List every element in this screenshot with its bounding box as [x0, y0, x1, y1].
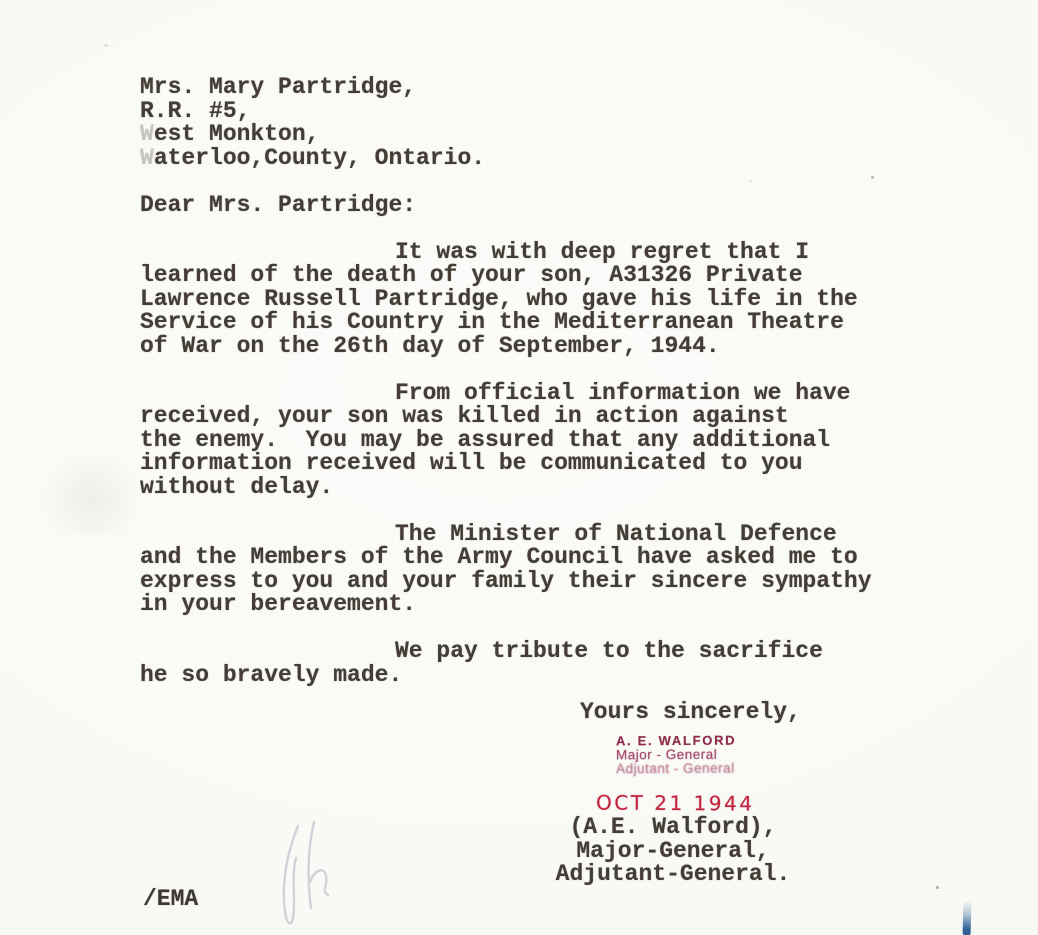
paragraph [140, 640, 930, 687]
paragraph [140, 379, 930, 500]
stamp-name: A. E. WALFORD [615, 732, 737, 749]
date-stamp: OCT 21 1944 [595, 790, 755, 816]
text-line: express to you and your family their sincere sympathy [140, 567, 872, 594]
text-line: West Monkton, [140, 121, 320, 147]
text-line: without delay. [140, 473, 334, 500]
text-line: Lawrence Russell Partridge, who gave his life in the [140, 285, 858, 312]
text-line: (A.E. Walford), [569, 814, 777, 840]
text-line: Adjutant-General. [555, 861, 791, 887]
text-line: The Minister of National Defence [395, 520, 837, 547]
letter-body [140, 76, 930, 687]
salutation: Dear Mrs. Partridge: [140, 191, 417, 218]
text-line: Mrs. Mary Partridge, [140, 74, 417, 100]
stamp-rank-2: Adjutant - General [616, 760, 735, 777]
text-line: Waterloo,County, Ontario. [140, 144, 486, 171]
closing-line: Yours sincerely, [580, 699, 801, 725]
paper-smudge [36, 445, 136, 535]
pencil-mark [258, 820, 338, 932]
text-line: information received will be communicated to you [140, 450, 803, 476]
text-line: the enemy. You may be assured that any additional [140, 426, 831, 453]
text-line: and the Members of the Army Council have asked me to [140, 544, 858, 570]
paragraph [140, 238, 930, 359]
typist-initials: /EMA [143, 886, 199, 912]
text-line: Service of his Country in the Mediterranean Theatre [140, 309, 844, 335]
paper-speck [104, 44, 108, 47]
text-line: in your bereavement. [140, 591, 417, 617]
text-line: Major-General, [576, 837, 770, 864]
text-line: From official information we have [395, 379, 851, 406]
text-line: of War on the 26th day of September, 1944. [140, 332, 720, 359]
text-line: learned of the death of your son, A31326 Private [140, 262, 803, 288]
blue-pen-mark [963, 902, 972, 935]
stamp-rank-1: Major - General [615, 746, 718, 763]
text-line: he so bravely made. [140, 661, 403, 688]
text-line: It was with deep regret that I [395, 238, 810, 265]
paper-speck [749, 180, 752, 182]
signature-stamp [616, 733, 737, 777]
paragraph [140, 520, 930, 617]
text-line: received, your son was killed in action against [140, 403, 789, 429]
paper-speck [936, 886, 939, 889]
recipient-address [140, 76, 930, 170]
typed-signature-block [540, 816, 806, 887]
text-line: We pay tribute to the sacrifice [395, 638, 823, 664]
paper-speck [871, 176, 874, 179]
letter-paragraphs [140, 238, 930, 688]
text-line: R.R. #5, [140, 97, 251, 124]
